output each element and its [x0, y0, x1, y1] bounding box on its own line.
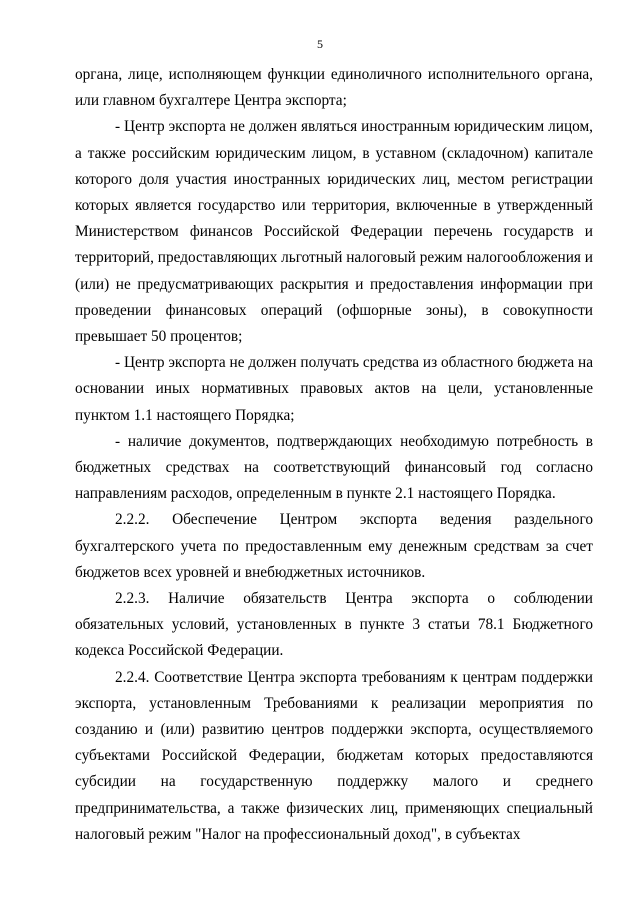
paragraph-2-2-2: 2.2.2. Обеспечение Центром экспорта ведения раздельного бухгалтерского учета по предоставленным ему денежным средствам за счет бюджетов всех уровней и внебюджетных источников.: [75, 511, 593, 581]
paragraph-foreign-entity-condition: - Центр экспорта не должен являться иностранным юридическим лицом, а также российским юридическим лицом, в уставном (складочном) капитале которого доля участия иностранных юридических лиц, местом регистрации которых является государство или территория, включенные в утвержденный Министерством финансов Российской Федерации перечень государств и территорий, предоставляющих льготный налоговый режим налогообложения и (или) не предусматривающих раскрытия и предоставления информации при проведении финансовых операций (офшорные зоны), в совокупности превышает 50 процентов;: [75, 118, 593, 346]
page-number: 5: [317, 37, 323, 51]
paragraph-regional-budget-condition: - Центр экспорта не должен получать средства из областного бюджета на основании иных нормативных правовых актов на цели, установленные пунктом 1.1 настоящего Порядка;: [75, 354, 593, 424]
paragraph-documents-condition: - наличие документов, подтверждающих необходимую потребность в бюджетных средствах на соответствующий финансовый год согласно направлениям расходов, определенным в пункте 2.1 настоящего Порядка.: [75, 432, 593, 503]
document-body: [75, 62, 593, 848]
paragraph-2-2-3: 2.2.3. Наличие обязательств Центра экспорта о соблюдении обязательных условий, установленных в пункте 3 статьи 78.1 Бюджетного кодекса Российской Федерации.: [75, 590, 593, 660]
paragraph-continuation: органа, лице, исполняющем функции единоличного исполнительного органа, или главном бухгалтере Центра экспорта;: [75, 66, 593, 110]
paragraph-2-2-4: 2.2.4. Соответствие Центра экспорта требованиям к центрам поддержки экспорта, установленным Требованиями к реализации мероприятия по созданию и (или) развитию центров поддержки экспорта, осуществляемого субъектами Российской Федерации, бюджетам которых предоставляются субсидии на государственную поддержку малого и среднего предпринимательства, а также физических лиц, применяющих специальный налоговый режим "Налог на профессиональный доход", в субъектах: [75, 668, 593, 843]
